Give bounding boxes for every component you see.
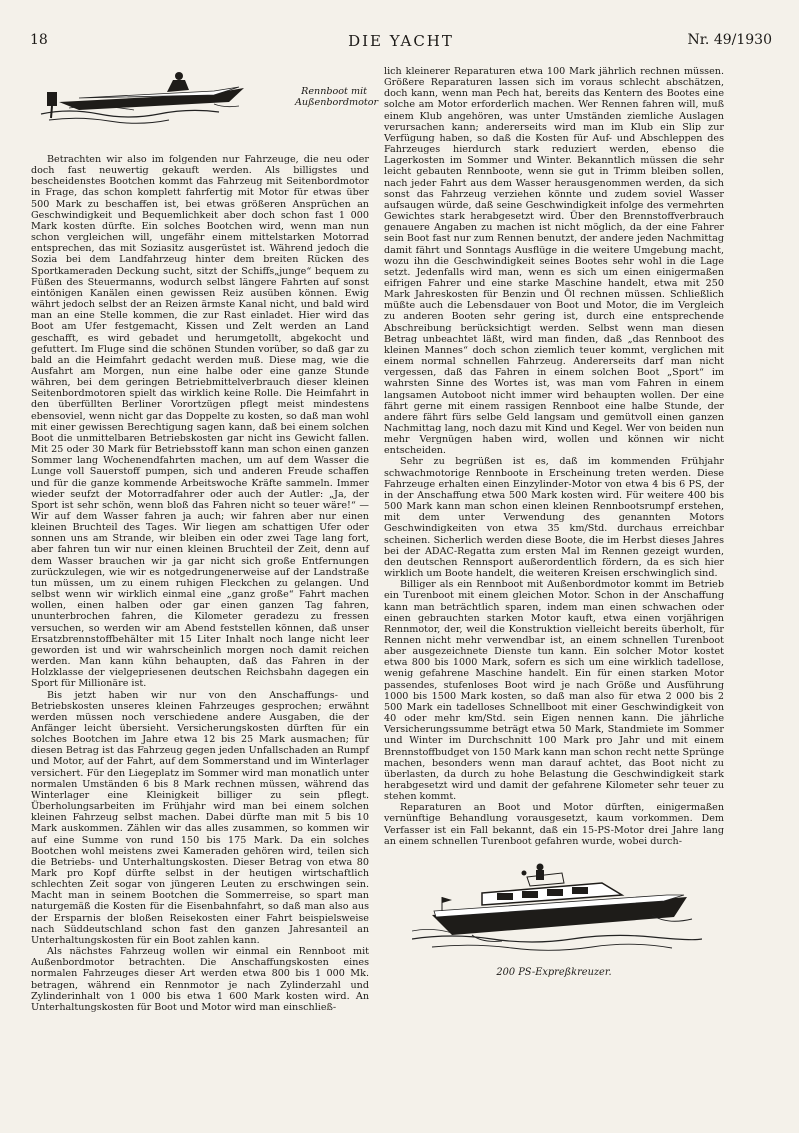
paragraph: lich kleinerer Reparaturen etwa 100 Mark jährlich rechnen müssen. Größere Reparaturen lassen sich im voraus schlecht abschätzen, doch kann, wenn man Pech hat, bereits das Kentern des Bootes eine solche am Motor erforderlich machen. Wer Rennen fahren will, muß einem Klub angehören, was unter Umständen ziemliche Auslagen verursachen kann; andererseits wird man im Klub ein Slip zur Verfügung haben, so daß die Kosten für Auf- und Abschleppen des Fahrzeuges hierdurch stark reduziert werden, ebenso die Lagerkosten im Sommer und Winter. Bekanntlich müssen die sehr leicht gebauten Rennboote, wenn sie gut in Trimm bleiben sollen, nach jeder Fahrt aus dem Wasser herausgenommen werden, da sich sonst das Fahrzeug verziehen könnte und zudem soviel Wasser aufsaugen würde, daß seine Geschwindigkeit infolge des vermehrten Gewichtes stark herabgesetzt wird. Über den Brennstoffverbrauch genauere Angaben zu machen ist nicht möglich, da der eine Fahrer sein Boot fast nur zum Rennen benutzt, der andere jeden Nachmittag damit fährt und Sonntags Ausflüge in die weitere Umgebung macht, wozu ihn die Geschwindigkeit seines Bootes sehr wohl in die Lage setzt. Jedenfalls wird man, wenn es sich um einen einigermaßen eifrigen Fahrer und eine starke Maschine handelt, etwa mit 250 Mark Jahreskosten für Benzin und Öl rechnen müssen. Schließlich müßte auch die Lebensdauer von Boot und Motor, die im Vergleich zu anderen Booten sehr gering ist, durch eine entsprechende Abschreibung berücksichtigt werden. Selbst wenn man diesen Betrag unbeachtet läßt, wird man finden, daß „das Rennboot des kleinen Mannes“ doch schon ziemlich teuer kommt, verglichen mit einem normal schnellen Fahrzeug. Andererseits darf man nicht vergessen, daß das Fahren in einem solchen Boot „Sport“ im wahrsten Sinne des Wortes ist, was man vom Fahren in einem langsamen Autoboot nicht immer wird behaupten wollen. Der eine fährt gerne mit einem rassigen Rennboot eine halbe Stunde, der andere fährt fürs selbe Geld langsam und gemütvoll einen ganzen Nachmittag lang, noch dazu mit Kind und Kegel. Wer von beiden nun mehr Vergnügen haben wird, wollen und können wir nicht entscheiden. [384, 66, 724, 457]
outboard-boat-drawing [39, 68, 244, 128]
cruiser-illustration [384, 853, 724, 963]
page-header [30, 32, 772, 52]
paragraph: Als nächstes Fahrzeug wollen wir einmal ein Rennboot mit Außenbordmotor betrachten. Die Anschaffungskosten eines normalen Fahrzeuges dieser Art werden etwa 800 bis 1 000 Mk. betragen, während ein Rennmotor je nach Zylinderzahl und Zylinderinhalt von 1 000 bis etwa 1 600 Mark kosten wird. An Unterhaltungskosten für Boot und Motor wird man einschließ- [31, 946, 369, 1013]
speedboat-illustration [31, 66, 379, 154]
express-cruiser-drawing [412, 853, 702, 963]
paragraph: Betrachten wir also im folgenden nur Fahrzeuge, die neu oder doch fast neuwertig gekauft werden. Als billigstes und bescheidenstes Bootchen kommt das Fahrzeug mit Seitenbordmotor in Frage, das schon komplett fahrfertig mit Motor für etwas über 500 Mark zu beschaffen ist, bei etwas größeren Ansprüchen an Geschwindigkeit und Bequemlichkeit aber doch schon fast 1 000 Mark kosten dürfte. Ein solches Bootchen wird, wenn man nun schon vergleichen will, ungefähr einem mittelstarken Motorrad entsprechen, das mit Soziasitz ausgerüstet ist. Während jedoch die Sozia bei dem Landfahrzeug hinter dem breiten Rücken des Sportkameraden Deckung sucht, sitzt der Schiffs„junge“ bequem zu Füßen des Steuermanns, wodurch selbst längere Fahrten auf sonst eintönigen Kanälen einen gewissen Reiz ausüben können. Ewig währt jedoch selbst der an Reizen ärmste Kanal nicht, und bald wird man an eine Stelle kommen, die zur Rast einladet. Hier wird das Boot am Ufer festgemacht, Kissen und Zelt werden an Land geschafft, es wird gebadet und herumgetollt, abgekocht und gefuttert. Im Fluge sind die schönen Stunden vorüber, so daß gar zu bald an die Heimfahrt gedacht werden muß. Diese mag, wie die Ausfahrt am Morgen, nun eine halbe oder eine ganze Stunde währen, bei dem geringen Betriebmittelverbrauch dieser kleinen Seitenbordmotoren spielt das wirklich keine Rolle. Die Heimfahrt in den überfüllten Berliner Vorortzügen pflegt meist mindestens ebensoviel, wenn nicht gar das Doppelte zu kosten, so daß man wohl mit einer gewissen Berechtigung sagen kann, daß bei einem solchen Boot die unmittelbaren Betriebskosten gar nicht ins Gewicht fallen. Mit 25 oder 30 Mark für Betriebsstoff kann man schon einen ganzen Sommer lang Wochenendfahrten machen, um auf dem Wasser die Lunge voll Sauerstoff pumpen, sich und anderen Freude schaffen und für die ganze kommende Arbeitswoche Kräfte sammeln. Immer wieder seufzt der Motorradfahrer oder auch der Autler: „Ja, der Sport ist sehr schön, wenn bloß das Fahren nicht so teuer wäre!“ — Wir auf dem Wasser fahren ja auch; wir fahren aber nur einen kleinen Bruchteil des Tages. Wir liegen am schattigen Ufer oder sonnen uns am Strande, wir bleiben ein oder zwei Tage lang fort, aber fahren tun wir nur einen kleinen Bruchteil der Zeit, denn auf dem Wasser brauchen wir ja gar nicht sich große Entfernungen zurückzulegen, wie wir es notgedrungenerweise auf der Landstraße tun müssen, um zu einem ruhigen Fleckchen zu gelangen. Und selbst wenn wir wirklich einmal eine „ganz große“ Fahrt machen wollen, einen halben oder gar einen ganzen Tag fahren, ununterbrochen fahren, die Kilometer geradezu zu fressen versuchen, so werden wir am Abend feststellen können, daß unser Ersatzbrennstoffbehälter mit 15 Liter Inhalt noch lange nicht leer geworden ist und wir wahrscheinlich morgen noch damit reichen werden. Man kann kühn behaupten, daß das Fahren in der Holzklasse der vielgepriesenen deutschen Reichsbahn dagegen ein Sport für Millionäre ist. [31, 154, 369, 690]
paragraph: Bis jetzt haben wir nur von den Anschaffungs- und Betriebskosten unseres kleinen Fahrzeuges gesprochen; erwähnt werden müssen noch verschiedene andere Ausgaben, die der Anfänger leicht übersieht. Versicherungskosten dürften für ein solches Bootchen im Jahre etwa 12 bis 25 Mark ausmachen; für diesen Betrag ist das Fahrzeug gegen jeden Unfallschaden an Rumpf und Motor, auf der Fahrt, auf dem Sommerstand und im Winterlager versichert. Für den Liegeplatz im Sommer wird man monatlich unter normalen Umständen 6 bis 8 Mark rechnen müssen, während das Winterlager eine Kleinigkeit billiger zu sein pflegt. Überholungsarbeiten im Frühjahr wird man bei einem solchen kleinen Fahrzeug selbst machen. Dabei dürfte man mit 5 bis 10 Mark auskommen. Zählen wir das alles zusammen, so kommen wir auf eine Summe von rund 150 bis 175 Mark. Da ein solches Bootchen wohl meistens zwei Kameraden gehören wird, teilen sich die Betriebs- und Unterhaltungskosten. Dieser Betrag von etwa 80 Mark pro Kopf dürfte selbst in der heutigen wirtschaftlich schlechten Zeit sogar von jüngeren Leuten zu erschwingen sein. Macht man in seinem Bootchen die Sommerreise, so spart man naturgemäß die Kosten für die Eisenbahnfahrt, so daß man also aus der Ersparnis der bloßen Reisekosten einer Fahrt beispielsweise nach Süddeutschland schon fast den ganzen Jahresanteil an Unterhaltungskosten für ein Boot zahlen kann. [31, 689, 369, 946]
page-number: 18 [30, 32, 48, 48]
top-figure-caption: Rennboot mit Außenbordmotor [295, 86, 379, 108]
magazine-title: DIE YACHT [348, 32, 454, 50]
paragraph: Sehr zu begrüßen ist es, daß im kommenden Frühjahr schwachmotorige Rennboote in Erscheinung treten werden. Diese Fahrzeuge erhalten einen Einzylinder-Motor von etwa 4 bis 6 PS, der in der Anschaffung etwa 500 Mark kosten wird. Für weitere 400 bis 500 Mark kann man schon einen kleinen Rennbootsrumpf erstehen, mit dem unter Verwendung des genannten Motors Geschwindigkeiten von etwa 35 km/Std. durchaus erreichbar scheinen. Sicherlich werden diese Boote, die im Herbst dieses Jahres bei der ADAC-Regatta zum ersten Mal im Rennen gezeigt wurden, den deutschen Rennsport außerordentlich fördern, da es sich hier wirklich um Boote handelt, die weiteren Kreisen erschwinglich sind. [384, 456, 724, 580]
issue-number: Nr. 49/1930 [687, 32, 772, 48]
left-column [31, 66, 379, 1013]
right-column [384, 66, 724, 978]
bottom-figure-caption: 200 PS-Expreßkreuzer. [496, 966, 612, 978]
paragraph: Reparaturen an Boot und Motor dürften, einigermaßen vernünftige Behandlung vorausgesetzt, kaum vorkommen. Dem Verfasser ist ein Fall bekannt, daß ein 15-PS-Motor drei Jahre lang an einem schnellen Turenboot gefahren wurde, wobei durch- [384, 802, 724, 847]
paragraph: Billiger als ein Rennboot mit Außenbordmotor kommt im Betrieb ein Turenboot mit einem gleichen Motor. Schon in der Anschaffung kann man beträchtlich sparen, indem man einen schwachen oder einen gebrauchten starken Motor kauft, etwa einen vorjährigen Rennmotor, der, weil die Konstruktion vielleicht bereits überholt, für Rennen nicht mehr verwendbar ist, an einem schnellen Turenboot aber ausgezeichnete Dienste tun kann. Ein solcher Motor kostet etwa 800 bis 1000 Mark, sofern es sich um eine wirklich tadellose, wenig gefahrene Maschine handelt. Ein für einen starken Motor passendes, stufenloses Boot wird je nach Größe und Ausführung 1000 bis 1500 Mark kosten, so daß man also für etwa 2 000 bis 2 500 Mark ein tadelloses Schnellboot mit einer Geschwindigkeit von 40 oder mehr km/Std. sein Eigen nennen kann. Die jährliche Versicherungssumme beträgt etwa 50 Mark, Standmiete im Sommer und Winter im Durchschnitt 100 Mark pro Jahr und mit einem Brennstoffbudget von 150 Mark kann man schon recht nette Sprünge machen, besonders wenn man darauf achtet, das Boot nicht zu überlasten, da durch zu hohe Belastung die Geschwindigkeit stark herabgesetzt wird und damit der gefahrene Kilometer sehr teuer zu stehen kommt. [384, 579, 724, 803]
